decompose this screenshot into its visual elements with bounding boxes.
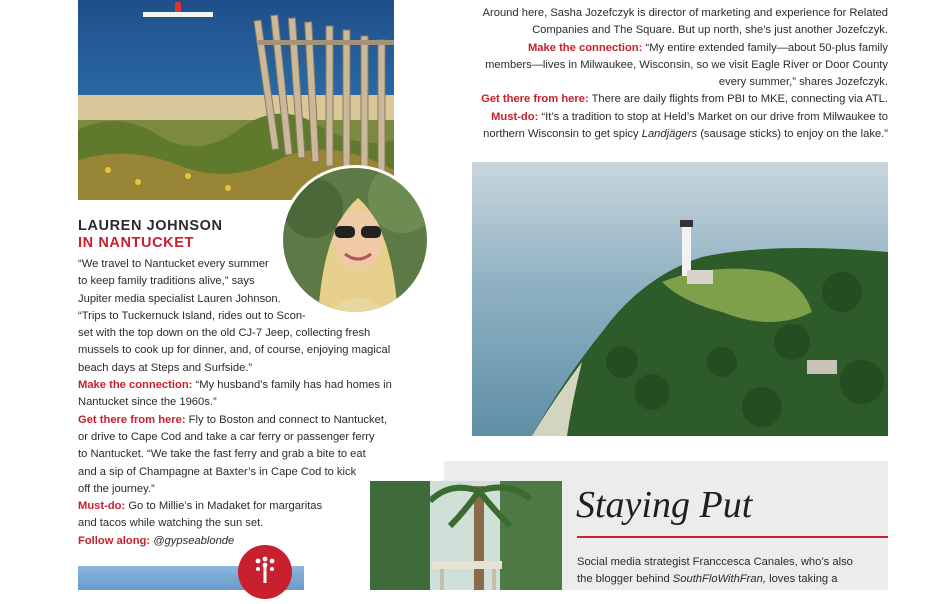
connection-text: “My entire extended family—about 50-plus family bbox=[645, 41, 888, 54]
getthere-text: There are daily flights from PBI to MKE, connecting via ATL. bbox=[591, 93, 888, 106]
getthere-label: Get there from here: bbox=[481, 93, 589, 106]
follow-handle[interactable]: @gypseablonde bbox=[153, 534, 235, 547]
left-story bbox=[78, 256, 408, 550]
person-location: IN NANTUCKET bbox=[78, 235, 194, 251]
mustdo-label: Must-do: bbox=[78, 500, 126, 513]
story-line: Around here, Sasha Jozefczyk is director of marketing and experience for Related bbox=[482, 7, 888, 19]
mustdo-text: Go to Millie’s in Madaket for margaritas bbox=[128, 500, 323, 513]
getthere-text: to Nantucket. “We take the fast ferry and grab a bite to eat bbox=[78, 448, 366, 461]
blog-name: SouthFloWithFran, bbox=[672, 573, 766, 586]
mustdo-text: northern Wisconsin to get spicy bbox=[483, 128, 639, 141]
mustdo-text: and tacos while watching the sun set. bbox=[78, 517, 264, 530]
story-line: loves taking a bbox=[769, 573, 838, 586]
mustdo-label: Must-do: bbox=[491, 110, 539, 123]
connection-label: Make the connection: bbox=[527, 41, 643, 54]
palm-garden-photo bbox=[370, 481, 562, 590]
story-line: Companies and The Square. But up north, she’s just another Jozefczyk. bbox=[532, 24, 888, 37]
lighthouse-aerial-photo bbox=[472, 162, 888, 436]
connection-text: Nantucket since the 1960s.” bbox=[78, 396, 217, 409]
getthere-text: or drive to Cape Cod and take a car ferry or passenger ferry bbox=[78, 430, 375, 443]
connection-text: “My husband’s family has had homes in bbox=[195, 379, 392, 392]
story-line: Social media strategist Franccesca Canales, who’s also bbox=[577, 556, 853, 568]
getthere-text: and a sip of Champagne at Baxter’s in Cape Cod to kick bbox=[78, 465, 357, 478]
follow-label: Follow along: bbox=[78, 534, 151, 547]
staying-put-title: Staying Put bbox=[576, 484, 753, 526]
right-story bbox=[458, 5, 888, 143]
story-line: beach days at Steps and Surfside.” bbox=[78, 361, 253, 374]
mustdo-text: “It’s a tradition to stop at Held’s Market on our drive from Milwaukee to bbox=[541, 110, 888, 123]
connection-label: Make the connection: bbox=[78, 379, 193, 392]
getthere-label: Get there from here: bbox=[78, 413, 186, 426]
title-rule bbox=[577, 536, 888, 538]
story-line: mussels to cook up for dinner, and, of course, enjoying magical bbox=[78, 344, 391, 357]
getthere-text: Fly to Boston and connect to Nantucket, bbox=[188, 413, 388, 426]
story-line: to keep family traditions alive,” says bbox=[78, 275, 255, 288]
story-line: “We travel to Nantucket every summer bbox=[78, 258, 269, 270]
mustdo-text: (sausage sticks) to enjoy on the lake.” bbox=[700, 128, 888, 141]
person-name: LAUREN JOHNSON bbox=[78, 218, 223, 234]
getthere-text: off the journey.” bbox=[78, 482, 155, 495]
flag-badge-icon bbox=[238, 545, 292, 599]
connection-text: every summer,” shares Jozefczyk. bbox=[718, 76, 888, 89]
story-line: Jupiter media specialist Lauren Johnson. bbox=[78, 292, 281, 305]
story-line: set with the top down on the old CJ-7 Jeep, collecting fresh bbox=[78, 327, 371, 340]
mustdo-italic: Landjägers bbox=[641, 128, 698, 141]
story-line: “Trips to Tuckernuck Island, rides out to Scon- bbox=[78, 309, 306, 322]
connection-text: members—lives in Milwaukee, Wisconsin, so we visit Eagle River or Door County bbox=[485, 58, 888, 71]
story-line: the blogger behind bbox=[577, 573, 670, 586]
staying-put-text bbox=[577, 554, 888, 589]
